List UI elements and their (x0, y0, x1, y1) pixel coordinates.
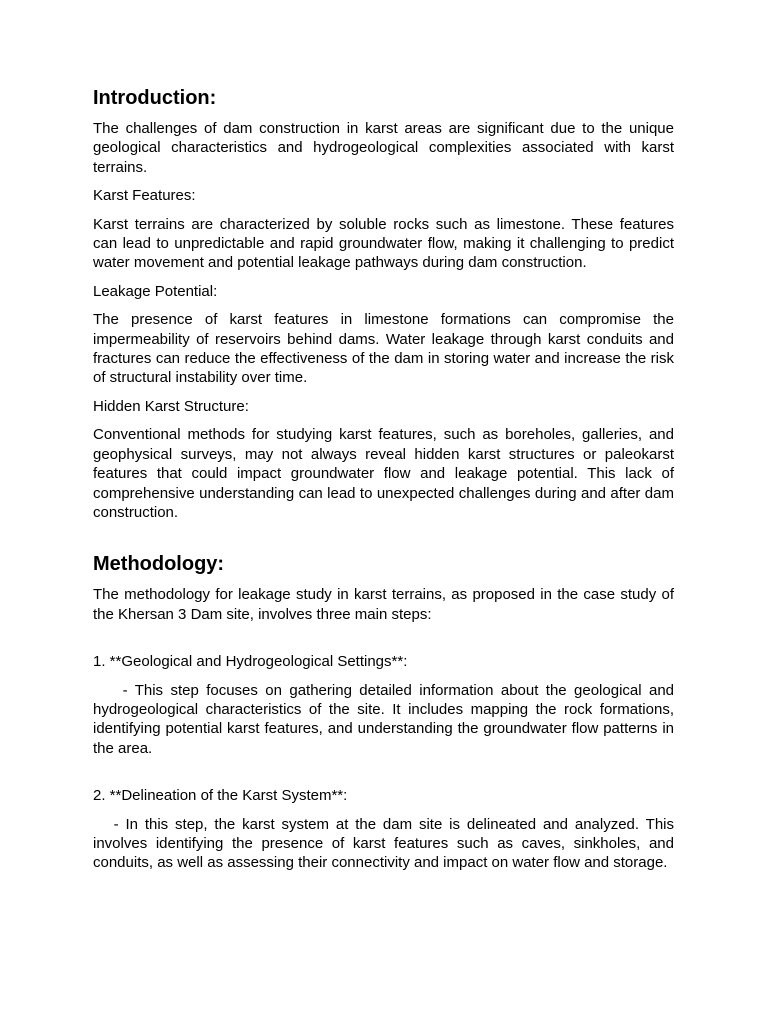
step-1-description: - This step focuses on gathering detailed information about the geological and hydrogeological characteristics of the site. It includes mapping the rock formations, identifying potential karst features, and understanding the groundwater flow patterns in the area. (93, 681, 679, 757)
introduction-paragraph: The challenges of dam construction in karst areas are significant due to the unique geological characteristics and hydrogeological complexities associated with karst terrains. (93, 120, 674, 176)
hidden-karst-structure-paragraph: Conventional methods for studying karst features, such as boreholes, galleries, and geophysical surveys, may not always reveal hidden karst structures or paleokarst features that could impact groundwater flow and leakage potential. This lack of comprehensive understanding can lead to unexpected challenges during and after dam construction. (93, 426, 674, 521)
introduction-heading: Introduction: (93, 87, 217, 109)
step-1-title: 1. **Geological and Hydrogeological Settings**: (93, 653, 408, 671)
karst-features-label: Karst Features: (93, 187, 196, 205)
methodology-heading: Methodology: (93, 553, 225, 576)
leakage-potential-paragraph: The presence of karst features in limestone formations can compromise the impermeability of reservoirs behind dams. Water leakage through karst conduits and fractures can reduce the effectiveness of the dam in storing water and increase the risk of structural instability over time. (93, 311, 674, 387)
leakage-potential-label: Leakage Potential: (93, 282, 218, 300)
step-2-description: - In this step, the karst system at the dam site is delineated and analyzed. This involves identifying the presence of karst features such as caves, sinkholes, and conduits, as well as assessing their connectivity and impact on water flow and storage. (93, 815, 679, 872)
karst-features-paragraph: Karst terrains are characterized by soluble rocks such as limestone. These features can lead to unpredictable and rapid groundwater flow, making it challenging to predict water movement and potential leakage pathways during dam construction. (93, 215, 674, 272)
step-2-title: 2. **Delineation of the Karst System**: (93, 787, 348, 805)
methodology-intro-paragraph: The methodology for leakage study in karst terrains, as proposed in the case study of the Khersan 3 Dam site, involves three main steps: (93, 586, 674, 623)
hidden-karst-structure-label: Hidden Karst Structure: (93, 397, 249, 415)
